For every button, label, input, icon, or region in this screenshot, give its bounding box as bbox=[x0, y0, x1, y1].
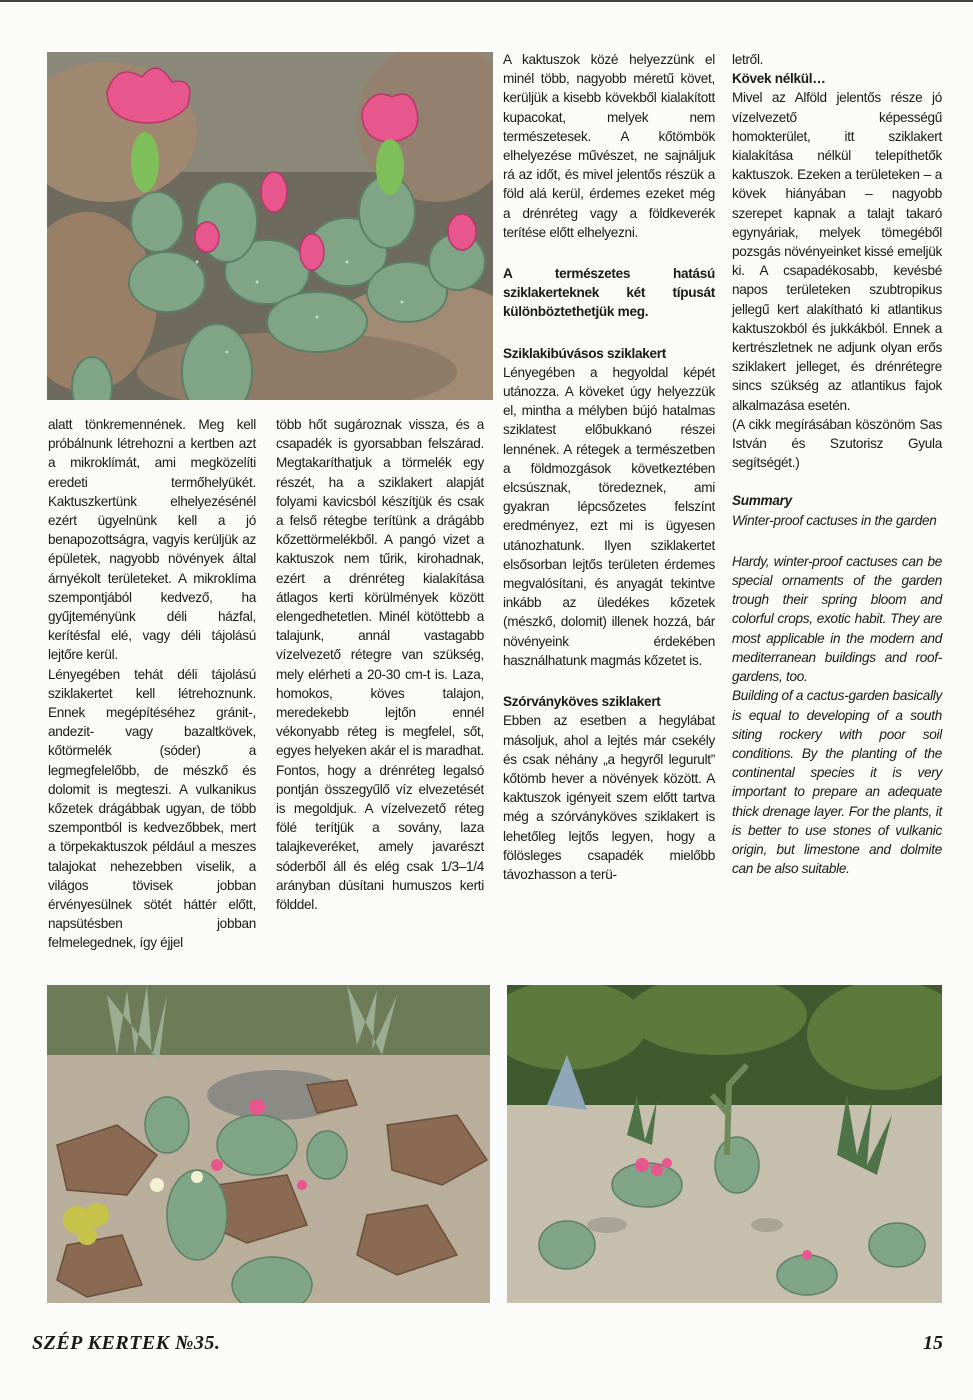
col3-subhead-1: Sziklakibúvásos sziklakert bbox=[503, 345, 666, 361]
page-number: 15 bbox=[923, 1332, 943, 1354]
col1-paragraph-1: alatt tönkremennének. Meg kell próbálnunk létrehozni a kertben azt a mikroklímát, ami megközelíti eredeti termőhelyükét. Kaktuszkertünk elhelyezésénél ezért ügyelnünk kell a jó benapozottságra, vagyis kerüljük az épületek, nagyobb növények által árnyékolt területeket. A mikroklíma szempontjából kedvező, ha gyűjteményünk déli házfal, kerítésfal elé, vagy déli tájolású lejtőre kerül. bbox=[48, 417, 256, 663]
col4-text-0: letről. bbox=[732, 52, 764, 67]
column-2 bbox=[276, 415, 484, 914]
col1-paragraph-2: Lényegében tehát déli tájolású sziklakertet kell létrehoznunk. Ennek megépítéséhez gránit-, andezit- vagy bazaltkövek, kőtörmelék (sóder) a legmegfelelőbb, de mészkő és dolomit is megteszi. A vulkanikus kőzetek drágábbak ugyan, de több szempontból is kedvezőbbek, mert a törpekaktuszok például a meszes talajokat nehezebben viselik, a világos tövisek jobban érvényesülnek sötét háttér előtt, napsütésben jobban felmelegednek, így éjjel bbox=[48, 666, 256, 951]
summary-paragraph-2: Building of a cactus-garden basically is equal to developing of a south siting rockery with poor soil conditions. By the planting of the continental species it is very important to prepare an adequate thick drenage layer. For the plants, it is better to use stones of vulkanic origin, but limestone and dolmite can be also suitable. bbox=[732, 688, 942, 877]
magazine-name: SZÉP KERTEK №35. bbox=[32, 1332, 221, 1354]
column-3 bbox=[503, 50, 715, 884]
col2-paragraph-1: több hőt sugároznak vissza, és a csapadék is gyorsabban felszárad. Megtakaríthatjuk a törmelék egy részét, ha a sziklakert alapját folyami kavicsból készítjük és csak a felső rétegbe terítünk a drágább kőzettörmelékből. A pangó vizet a kaktuszok nem tűrik, kirohadnak, ezért a drénréteg kialakítása átlagos kerti körülmények között elengedhetetlen. Minél kötöttebb a talajunk, annál vastagabb vízelvezető rétegre van szükség, mely elérheti a 20-30 cm-t is. Laza, homokos, köves talajon, meredekebb lejtőn ennél vékonyabb réteg is megfelel, sőt, egyes helyeken akár el is maradhat. Fontos, hogy a drénréteg legalsó pontján összegyűlő víz elvezetését is megoldjuk. A vízelvezető réteg fölé terítjük a sovány, laza talajkeveréket, amely javarészt sóderből áll és elég csak 1/3–1/4 arányban dúsítani humuszos kerti földdel. bbox=[276, 417, 484, 913]
col4-thanks: (A cikk megírásában köszönöm Sas István és Szutorisz Gyula segítségét.) bbox=[732, 416, 942, 471]
summary-paragraph-1: Hardy, winter-proof cactuses can be special ornaments of the garden trough their spring bloom and colorful crops, exotic habit. They are most applicable in the modern and mediterranean buildings and roof-gardens, too. bbox=[732, 553, 942, 685]
top-rule bbox=[0, 0, 973, 2]
col3-text-2: Ebben az esetben a hegylábat másoljuk, ahol a lejtés már csekély és csak néhány „a hegyről legurult” kőtömb hever a növények között. A kaktuszok igényeit szem előtt tartva még a szórványköves sziklakert is lehetőleg lejtős legyen, hogy a fölösleges csapadék mielőbb távozhasson a terü- bbox=[503, 713, 715, 882]
summary-title: Winter-proof cactuses in the garden bbox=[732, 512, 937, 528]
col4-text-1: Mivel az Alföld jelentős része jó vízelvezető képességű homokterület, itt sziklakert kialakítása nélkül telepíthetők kaktuszok. Ezeken a területeken – a kövek hiányában – nagyobb szerepet kapnak a talajt takaró egynyáriak, melyek tömegéből pozsgás növényeinket kissé emeljük ki. A csapadékosabb, kevésbé napos területeken szubtropikus jellegű kert alakítható ki atlantikus kaktuszokból és jukkákból. Ennek a kertrészletnek ne adjunk olyan erős sziklakert jelleget, és drénrétegre sincs szükség az atlantikus fajok alkalmazása esetén. bbox=[732, 90, 942, 413]
photo-rockery-left bbox=[47, 985, 490, 1303]
summary-heading: Summary bbox=[732, 493, 792, 509]
column-1 bbox=[48, 415, 256, 953]
col3-text-1: Lényegében a hegyoldal képét utánozza. A köveket úgy helyezzük el, mintha a mélyben bújó hatalmas sziklatest előbukkanó részei lennének. A rétegek a természetben a földmozgások következtében elcsúsznak, töredeznek, ami gyakran lépcsőzetes felszínt eredményez, ezt mi is ügyesen utánozhatunk. Ilyen sziklakertet elsősorban lejtős területen érdemes megvalósítani, és anyagát tekintve inkább az üledékes kőzetek (mészkő, dolomit) illenek hozzá, bár növényeink érdekében használhatunk magmás kőzetet is. bbox=[503, 364, 715, 668]
col3-intro: A kaktuszok közé helyezzünk el minél több, nagyobb méretű követ, kerüljük a kisebb kövekből kialakított kupacokat, melyek nem természetesek. A kőtömbök elhelyezése művészet, ne sajnáljuk rá az időt, és mivel jelentős részük a föld alá kerül, érdemes ezeket még a drénréteg vagy a földkeverék terítése előtt elhelyezni. bbox=[503, 52, 715, 240]
photo-cactus-flowers bbox=[47, 52, 493, 400]
col3-subhead-2: Szórványköves sziklakert bbox=[503, 694, 661, 710]
col3-headline: A természetes hatású sziklakerteknek két típusát különböztethetjük meg. bbox=[503, 266, 715, 320]
col4-subhead: Kövek nélkül… bbox=[732, 71, 826, 87]
column-4 bbox=[732, 50, 942, 878]
photo-rockery-right bbox=[507, 985, 942, 1303]
